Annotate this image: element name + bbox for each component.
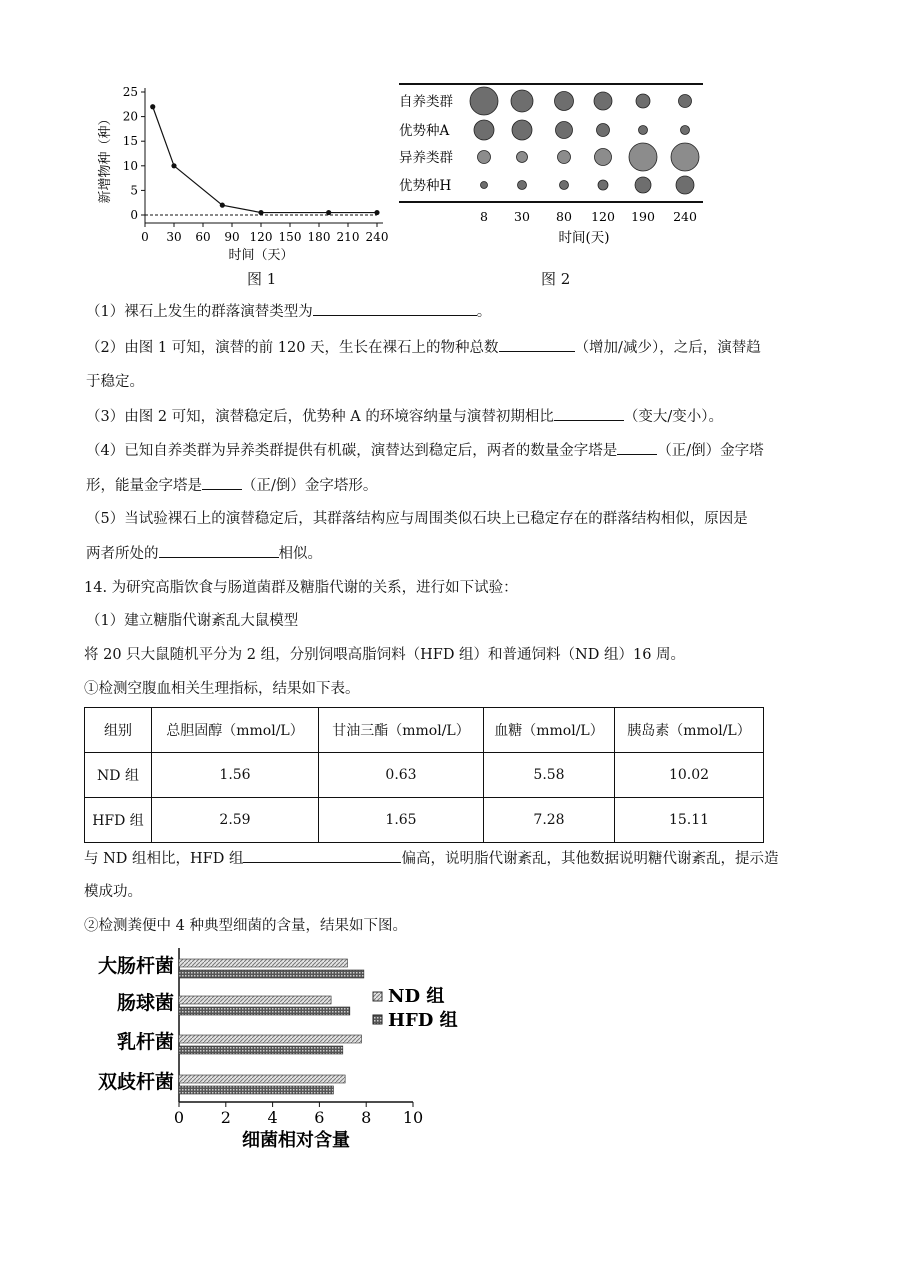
table-cell: ND 组 bbox=[85, 753, 152, 798]
bubble bbox=[474, 120, 494, 140]
x-tick-label: 240 bbox=[365, 230, 389, 244]
figure-1-chart bbox=[85, 78, 405, 288]
category-label: 乳杆菌 bbox=[116, 1031, 174, 1053]
y-tick-label: 5 bbox=[130, 183, 138, 198]
x-tick-label: 2 bbox=[220, 1108, 231, 1127]
bubble bbox=[517, 152, 528, 163]
table-cell: 10.02 bbox=[615, 753, 764, 798]
table-cell: 1.65 bbox=[319, 798, 484, 843]
data-point bbox=[374, 210, 379, 215]
bubble bbox=[470, 87, 498, 115]
question-14-after-cont: 模成功。 bbox=[84, 884, 142, 900]
answer-blank[interactable] bbox=[159, 543, 279, 558]
bubble bbox=[594, 92, 612, 110]
blood-index-table bbox=[84, 707, 764, 843]
question-14-setup: 将 20 只大鼠随机平分为 2 组，分别饲喂高脂饲料（HFD 组）和普通饲料（ND 组）16 周。 bbox=[84, 647, 686, 663]
bacteria-bar-chart bbox=[80, 942, 500, 1157]
nd-bar bbox=[179, 996, 331, 1004]
question-14-step1: ①检测空腹血相关生理指标，结果如下表。 bbox=[84, 681, 360, 697]
table-cell: 7.28 bbox=[484, 798, 615, 843]
x-tick-label: 8 bbox=[361, 1108, 372, 1127]
bubble bbox=[676, 176, 694, 194]
answer-blank[interactable] bbox=[554, 406, 624, 421]
nd-bar bbox=[179, 959, 347, 967]
x-tick-label: 10 bbox=[402, 1108, 424, 1127]
question-13-1 bbox=[86, 301, 491, 322]
bubble bbox=[681, 126, 690, 135]
table-row bbox=[85, 753, 764, 798]
question-14-after bbox=[84, 848, 778, 869]
bubble bbox=[595, 149, 612, 166]
hfd-bar bbox=[179, 970, 364, 978]
table-cell: 5.58 bbox=[484, 753, 615, 798]
x-axis-title: 细菌相对含量 bbox=[242, 1130, 350, 1151]
bubble bbox=[679, 95, 692, 108]
bubble bbox=[636, 94, 650, 108]
y-tick-label: 0 bbox=[130, 208, 138, 222]
question-14-step2: ②检测粪便中 4 种典型细菌的含量，结果如下图。 bbox=[84, 918, 407, 934]
table-header-row bbox=[85, 708, 764, 753]
q13-4-mid: （正/倒）金字塔 bbox=[657, 443, 764, 459]
x-tick-label: 240 bbox=[673, 209, 697, 224]
bubble bbox=[629, 143, 657, 171]
question-13-4-cont bbox=[86, 475, 377, 496]
hfd-bar bbox=[179, 1046, 343, 1054]
figure-2-caption: 图 2 bbox=[541, 270, 571, 288]
answer-blank[interactable] bbox=[243, 848, 401, 863]
q13-3-text: （3）由图 2 可知，演替稳定后，优势种 A 的环境容纳量与演替初期相比 bbox=[86, 409, 554, 425]
y-tick-label: 20 bbox=[122, 109, 138, 124]
bubble bbox=[671, 143, 699, 171]
bubble bbox=[511, 90, 533, 112]
bubble bbox=[512, 120, 532, 140]
q13-3-end: （变大/变小）。 bbox=[623, 409, 723, 425]
x-tick-label: 4 bbox=[267, 1108, 278, 1127]
x-tick-label: 0 bbox=[173, 1108, 185, 1127]
row-label: 优势种A bbox=[399, 123, 450, 139]
y-tick-label: 25 bbox=[122, 85, 138, 99]
table-cell: 2.59 bbox=[152, 798, 319, 843]
table-header-cell: 胰岛素（mmol/L） bbox=[615, 708, 764, 753]
x-tick-label: 30 bbox=[166, 230, 182, 244]
x-axis-title: 时间(天) bbox=[558, 230, 610, 246]
q13-4-cont-a: 形，能量金字塔是 bbox=[86, 478, 202, 494]
table-cell: HFD 组 bbox=[85, 798, 152, 843]
legend-hfd-swatch bbox=[373, 1015, 382, 1024]
y-tick-label: 10 bbox=[122, 158, 138, 173]
table-cell: 15.11 bbox=[615, 798, 764, 843]
question-13-2-cont bbox=[86, 372, 144, 392]
question-13-5 bbox=[86, 509, 748, 529]
question-14-intro: 14. 为研究高脂饮食与肠道菌群及糖脂代谢的关系，进行如下试验： bbox=[84, 580, 518, 596]
table-cell: 0.63 bbox=[319, 753, 484, 798]
question-14-sub1: （1）建立糖脂代谢紊乱大鼠模型 bbox=[86, 613, 299, 629]
row-label: 优势种H bbox=[399, 178, 452, 194]
bubble bbox=[560, 181, 569, 190]
legend-hfd-label: HFD 组 bbox=[388, 1010, 458, 1031]
bubble bbox=[558, 151, 571, 164]
bubble bbox=[597, 124, 610, 137]
bubble bbox=[556, 122, 573, 139]
bubble bbox=[639, 126, 648, 135]
q13-2-cont: 于稳定。 bbox=[86, 374, 144, 390]
data-point bbox=[220, 203, 225, 208]
question-13-2 bbox=[86, 337, 761, 358]
bubble bbox=[635, 177, 651, 193]
q13-5-cont-a: 两者所处的 bbox=[86, 546, 159, 562]
row-label: 自养类群 bbox=[399, 94, 453, 110]
q13-1-text: （1）裸石上发生的群落演替类型为 bbox=[86, 304, 313, 320]
hfd-bar bbox=[179, 1086, 333, 1094]
bubble bbox=[598, 180, 608, 190]
data-point bbox=[326, 210, 331, 215]
answer-blank[interactable] bbox=[499, 337, 575, 352]
question-13-5-cont bbox=[86, 543, 322, 564]
nd-bar bbox=[179, 1075, 345, 1083]
q14-after-b: 偏高，说明脂代谢紊乱，其他数据说明糖代谢紊乱，提示造 bbox=[401, 851, 779, 867]
q13-5-cont-b: 相似。 bbox=[278, 546, 322, 562]
figure-2-chart bbox=[395, 78, 710, 288]
x-tick-label: 90 bbox=[224, 230, 240, 244]
bubble bbox=[555, 92, 574, 111]
bubble bbox=[481, 182, 488, 189]
x-tick-label: 180 bbox=[307, 230, 331, 244]
q13-2-text: （2）由图 1 可知，演替的前 120 天，生长在裸石上的物种总数 bbox=[86, 340, 499, 356]
data-point bbox=[258, 210, 263, 215]
table-header-cell: 总胆固醇（mmol/L） bbox=[152, 708, 319, 753]
answer-blank[interactable] bbox=[617, 440, 657, 455]
x-tick-label: 6 bbox=[314, 1108, 325, 1127]
data-point bbox=[171, 163, 176, 168]
q14-after-a: 与 ND 组相比，HFD 组 bbox=[84, 851, 244, 867]
x-tick-label: 120 bbox=[249, 230, 273, 244]
figure-1-caption: 图 1 bbox=[247, 270, 277, 288]
nd-bar bbox=[179, 1035, 362, 1043]
x-tick-label: 8 bbox=[480, 209, 488, 224]
x-tick-label: 120 bbox=[591, 209, 615, 224]
x-tick-label: 60 bbox=[195, 230, 211, 244]
x-tick-label: 150 bbox=[278, 230, 302, 244]
q13-4-text: （4）已知自养类群为异养类群提供有机碳，演替达到稳定后，两者的数量金字塔是 bbox=[86, 443, 618, 459]
series-line bbox=[153, 107, 377, 213]
y-axis-title: 新增物种（种） bbox=[98, 112, 113, 204]
answer-blank[interactable] bbox=[202, 475, 242, 490]
q13-5-text: （5）当试验裸石上的演替稳定后，其群落结构应与周围类似石块上已稳定存在的群落结构相似，原因是 bbox=[86, 511, 748, 527]
table-header-cell: 甘油三酯（mmol/L） bbox=[319, 708, 484, 753]
table-row bbox=[85, 798, 764, 843]
x-tick-label: 30 bbox=[514, 209, 530, 224]
legend-nd-label: ND 组 bbox=[388, 986, 445, 1007]
y-tick-label: 15 bbox=[122, 134, 138, 149]
category-label: 大肠杆菌 bbox=[97, 955, 174, 977]
table-cell: 1.56 bbox=[152, 753, 319, 798]
table-header-cell: 组别 bbox=[85, 708, 152, 753]
bubble bbox=[518, 181, 527, 190]
x-tick-label: 80 bbox=[556, 209, 572, 224]
question-13-3 bbox=[86, 406, 723, 427]
x-tick-label: 190 bbox=[631, 209, 655, 224]
category-label: 肠球菌 bbox=[116, 992, 174, 1014]
question-13-4 bbox=[86, 440, 764, 461]
table-header-cell: 血糖（mmol/L） bbox=[484, 708, 615, 753]
hfd-bar bbox=[179, 1007, 350, 1015]
bubble bbox=[478, 151, 491, 164]
x-axis-title: 时间（天） bbox=[228, 248, 294, 263]
legend-nd-swatch bbox=[373, 992, 382, 1001]
x-tick-label: 210 bbox=[336, 230, 360, 244]
row-label: 异养类群 bbox=[399, 150, 453, 166]
q13-2-mid: （增加/减少），之后，演替趋 bbox=[574, 340, 761, 356]
data-point bbox=[150, 104, 155, 109]
q13-4-cont-b: （正/倒）金字塔形。 bbox=[242, 478, 378, 494]
category-label: 双歧杆菌 bbox=[97, 1071, 174, 1093]
x-tick-label: 0 bbox=[141, 230, 149, 244]
answer-blank[interactable] bbox=[313, 301, 477, 316]
q13-1-end: 。 bbox=[476, 304, 492, 320]
